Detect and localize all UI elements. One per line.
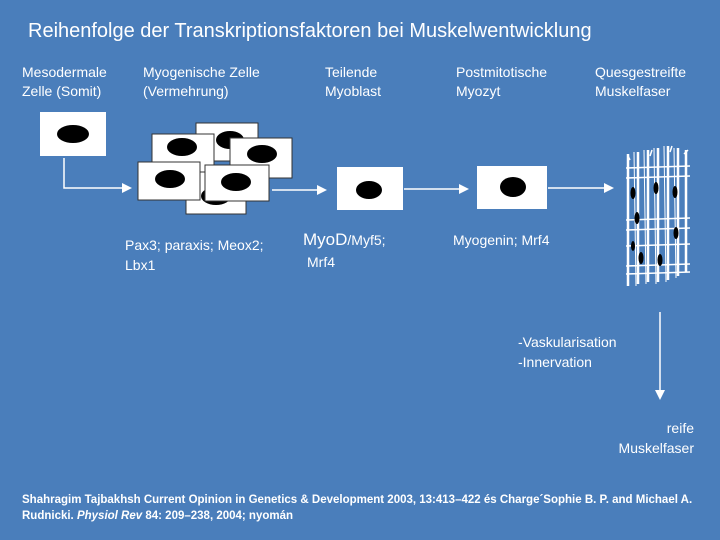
citation-journal: Physiol Rev xyxy=(76,510,143,522)
factor-mrf4: Mrf4 xyxy=(307,254,335,270)
maturation-steps: -Vaskularisation -Innervation xyxy=(518,334,617,370)
stage-label-dividing-myoblast: Teilende Myoblast xyxy=(325,64,382,99)
factor-myf5: /Myf5; xyxy=(347,232,386,248)
mesoderm-cell xyxy=(40,112,106,156)
factors-myogenin-group: Myogenin; Mrf4 xyxy=(453,232,550,248)
striated-muscle-fiber xyxy=(626,146,690,286)
factors-myod-group xyxy=(303,229,386,273)
citation-part1: Shahragim Tajbakhsh Current Opinion in Genetics & Development 2003, 13:413–422 és Charge´Sophie B. P. and Michael A. Rudnicki. xyxy=(22,494,693,522)
citation-part2: 84: 209–238, 2004; nyomán xyxy=(142,510,294,522)
postmitotic-myocyte-cell xyxy=(477,166,547,209)
stage-label-mesoderm: Mesodermale Zelle (Somit) xyxy=(22,64,107,99)
stage-label-myogenic-cell: Myogenische Zelle (Vermehrung) xyxy=(143,64,260,99)
stage-label-postmitotic-myocyte: Postmitotische Myozyt xyxy=(456,64,548,99)
arrow-mesoderm-to-myogenic xyxy=(64,158,130,188)
myogenic-cell-cluster xyxy=(138,123,292,214)
stage-label-striated-fiber: Quesgestreifte Muskelfaser xyxy=(595,64,687,99)
factor-myod: MyoD xyxy=(303,230,348,249)
dividing-myoblast-cell xyxy=(337,167,403,210)
page-title: Reihenfolge der Transkriptionsfaktoren bei Muskelwentwicklung xyxy=(28,20,592,42)
citation xyxy=(22,492,712,524)
mature-fiber-label: reife Muskelfaser xyxy=(618,420,694,456)
factors-pax3-group: Pax3; paraxis; Meox2; Lbx1 xyxy=(125,237,264,273)
